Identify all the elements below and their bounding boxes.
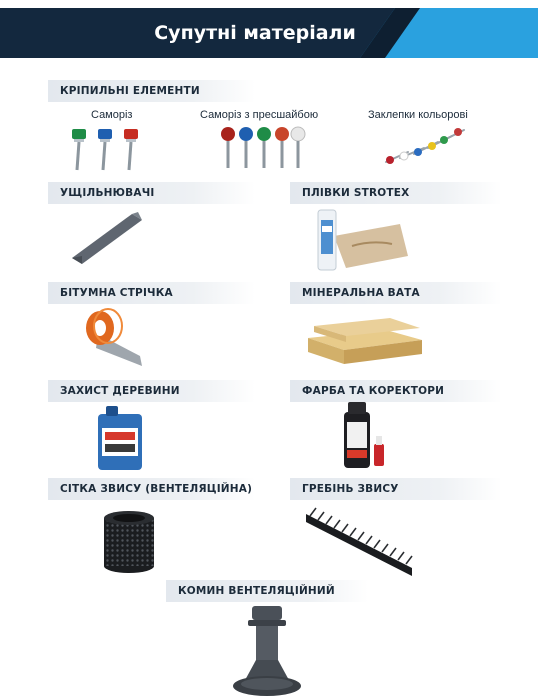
section-title-sealants: УЩІЛЬНЮВАЧІ — [48, 182, 255, 204]
section-title-eave-mesh: СІТКА ЗВИСУ (ВЕНТЕЛЯЦІЙНА) — [48, 478, 255, 500]
press-washer-screws-image — [216, 124, 310, 174]
page-title: Супутні матеріали — [154, 22, 356, 44]
section-title-eave-comb: ГРЕБІНЬ ЗВИСУ — [290, 478, 502, 500]
section-title-bitumen-tape: БІТУМНА СТРІЧКА — [48, 282, 255, 304]
item-label-rivets: Заклепки кольорові — [368, 109, 468, 121]
spray-paint-can-image — [334, 400, 390, 472]
mineral-wool-image — [304, 314, 426, 366]
eave-mesh-roll-image — [100, 508, 158, 574]
strotex-film-image — [312, 206, 410, 272]
colored-rivets-image — [378, 122, 474, 168]
item-label-press-washer-screw: Саморіз з пресшайбою — [200, 109, 319, 121]
sealant-strip-image — [68, 210, 146, 266]
header-banner — [0, 8, 538, 58]
section-title-films: ПЛІВКИ STROTEX — [290, 182, 502, 204]
section-title-paint: ФАРБА ТА КОРЕКТОРИ — [290, 380, 502, 402]
section-title-vent-chimney: КОМИН ВЕНТЕЛЯЦІЙНИЙ — [166, 580, 368, 602]
eave-comb-image — [300, 506, 416, 580]
bitumen-tape-image — [80, 308, 148, 370]
section-title-fasteners: КРІПИЛЬНІ ЕЛЕМЕНТИ — [48, 80, 255, 102]
vent-chimney-image — [226, 604, 308, 698]
section-title-mineral-wool: МІНЕРАЛЬНА ВАТА — [290, 282, 502, 304]
section-title-wood-protection: ЗАХИСТ ДЕРЕВИНИ — [48, 380, 255, 402]
wood-protection-canister-image — [92, 404, 150, 472]
roofing-screws-image — [62, 124, 152, 176]
item-label-screw: Саморіз — [91, 109, 133, 121]
